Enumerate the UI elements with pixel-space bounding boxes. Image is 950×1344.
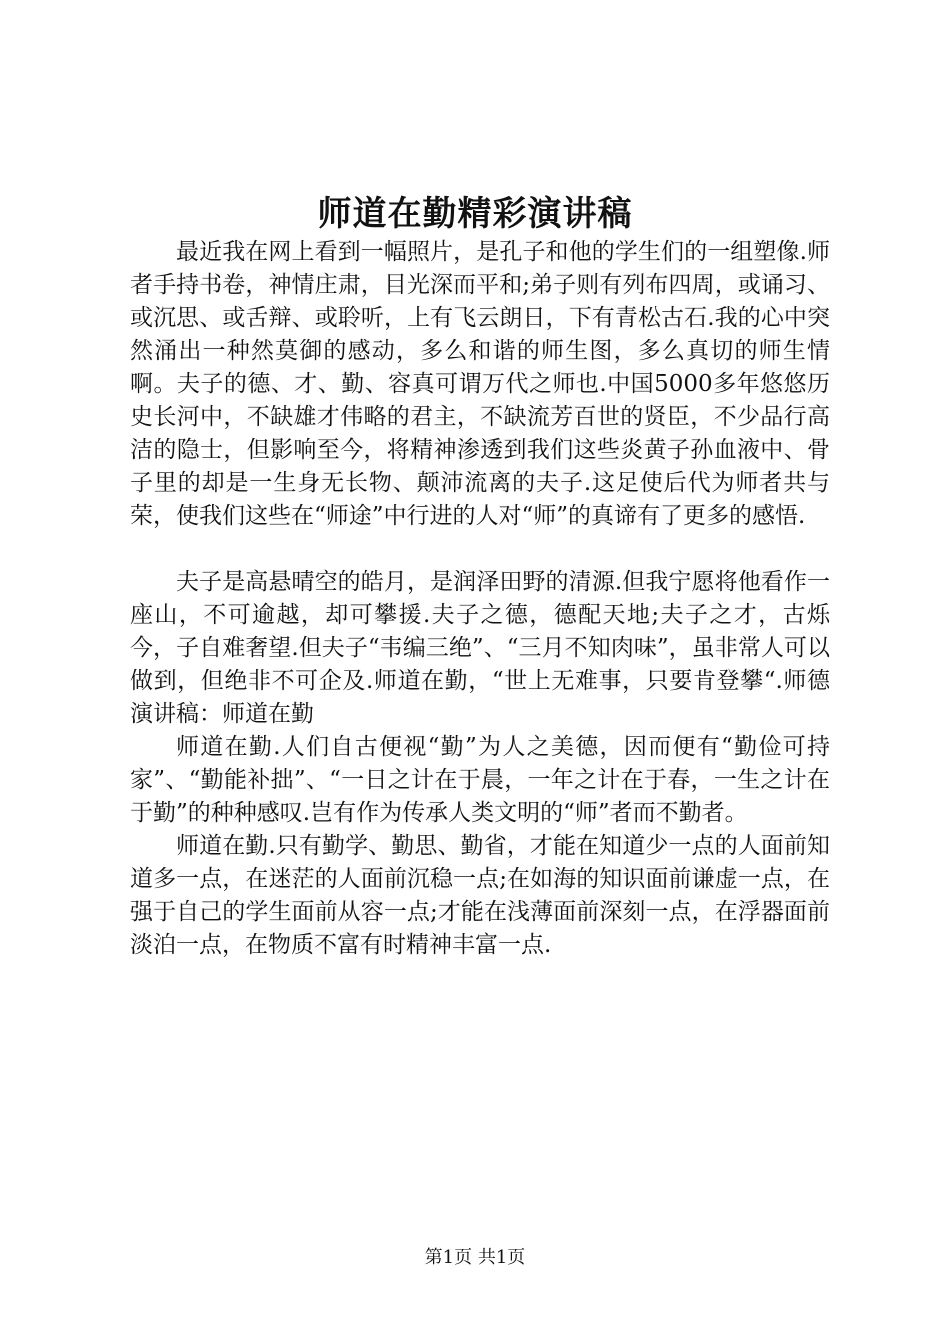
paragraph-2: 夫子是高悬晴空的皓月，是润泽田野的清源.但我宁愿将他看作一座山，不可逾越，却可攀援.夫子之德，德配天地;夫子之才，古烁今，子自难奢望.但夫子“韦编三绝”、“三月不知肉味”，虽非常人可以做到，但绝非不可企及.师道在勤，“世上无难事，只要肯登攀“.师德演讲稿：师道在勤 bbox=[130, 569, 830, 727]
paragraph-gap bbox=[130, 533, 830, 566]
document-body bbox=[130, 236, 830, 962]
paragraph-3: 师道在勤.人们自古便视“勤”为人之美德，因而便有“勤俭可持家”、“勤能补拙”、“一日之计在于晨，一年之计在于春，一生之计在于勤”的种种感叹.岂有作为传承人类文明的“师”者而不勤者。 bbox=[130, 734, 830, 826]
paragraph-1: 最近我在网上看到一幅照片，是孔子和他的学生们的一组塑像.师者手持书卷，神情庄肃，目光深而平和;弟子则有列布四周，或诵习、或沉思、或舌辩、或聆听，上有飞云朗日，下有青松古石.我的心中突然涌出一种然莫御的感动，多么和谐的师生图，多么真切的师生情啊。夫子的德、才、勤、容真可谓万代之师也.中国5000多年悠悠历史长河中，不缺雄才伟略的君主，不缺流芳百世的贤臣，不少品行高洁的隐士，但影响至今，将精神渗透到我们这些炎黄子孙血液中、骨子里的却是一生身无长物、颠沛流离的夫子.这足使后代为师者共与荣，使我们这些在“师途”中行进的人对“师”的真谛有了更多的感悟. bbox=[130, 239, 830, 529]
document-title: 师道在勤精彩演讲稿 bbox=[317, 194, 633, 234]
paragraph-4: 师道在勤.只有勤学、勤思、勤省，才能在知道少一点的人面前知道多一点，在迷茫的人面前沉稳一点;在如海的知识面前谦虚一点，在强于自己的学生面前从容一点;才能在浅薄面前深刻一点，在浮器面前淡泊一点，在物质不富有时精神丰富一点. bbox=[130, 833, 830, 958]
page-footer: 第1页 共1页 bbox=[424, 1247, 526, 1268]
